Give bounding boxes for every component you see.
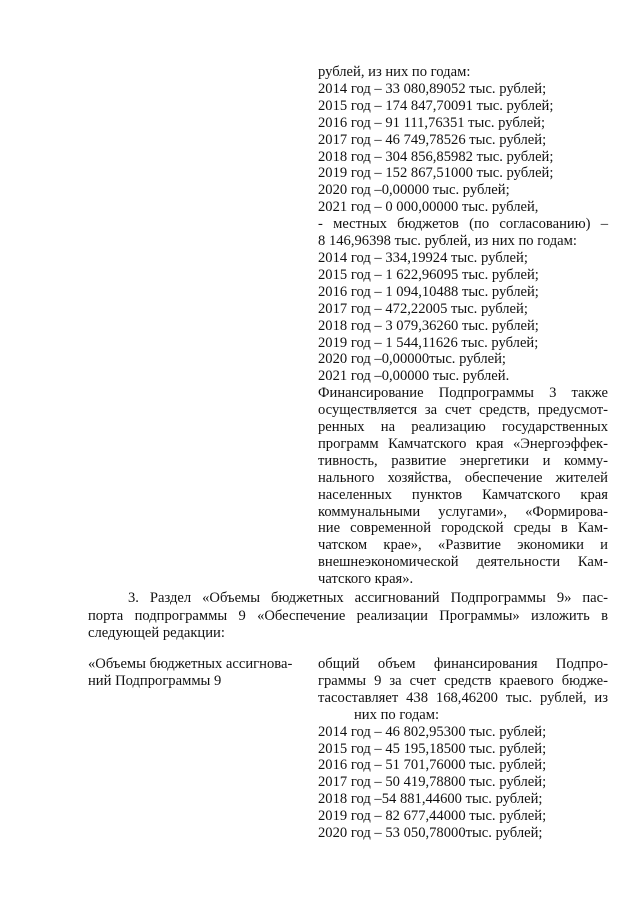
year-amount-line: 2015 год – 1 622,96095 тыс. рублей; <box>318 266 539 283</box>
year-amount-line: 2021 год – 0 000,00000 тыс. рублей, <box>318 199 539 216</box>
financing-text-line: чатского края». <box>318 571 414 588</box>
year-amount-line: 2021 год –0,00000 тыс. рублей. <box>318 368 510 385</box>
paragraph-3-line: следующей редакции: <box>88 625 225 641</box>
financing-text-line: нального хозяйства, обеспечение жителей <box>318 469 608 486</box>
year-amount-line: 2018 год –54 881,44600 тыс. рублей; <box>318 791 543 808</box>
table-label-line: «Объемы бюджетных ассигнова- <box>88 656 293 672</box>
year-amount-line: 2015 год – 174 847,70091 тыс. рублей; <box>318 97 554 114</box>
financing-text-line: ренных на реализацию государственных <box>318 419 608 436</box>
financing-text-line: ние современной городской среды в Кам- <box>318 520 608 537</box>
year-amount-line: 2014 год – 334,19924 тыс. рублей; <box>318 249 528 266</box>
year-amount-line: 2016 год – 1 094,10488 тыс. рублей; <box>318 283 539 300</box>
financing-text-line: коммунальными услугами», «Формирова- <box>318 503 608 520</box>
financing-text-line: чатском крае», «Развитие экономики и <box>318 537 608 554</box>
year-amount-line: 2016 год – 51 701,76000 тыс. рублей; <box>318 757 547 774</box>
subprogram3-financing-column <box>318 64 608 588</box>
year-amount-line: 2020 год –0,00000 тыс. рублей; <box>318 182 510 199</box>
financing-text-line: населенных пунктов Камчатского края <box>318 486 608 503</box>
table-value-line: них по годам: <box>354 706 440 723</box>
table-label-line: ний Подпрограммы 9 <box>88 673 222 689</box>
table-value-line: общий объем финансирования Подпро- <box>318 656 608 672</box>
year-amount-line: 2017 год – 472,22005 тыс. рублей; <box>318 300 528 317</box>
year-amount-line: 2016 год – 91 111,76351 тыс. рублей; <box>318 114 546 131</box>
financing-text-line: тивность, развитие энергетики и комму- <box>318 452 608 469</box>
financing-text-line: осуществляется за счет средств, предусмот- <box>318 402 608 419</box>
year-amount-line: 2017 год – 50 419,78800 тыс. рублей; <box>318 774 547 791</box>
local-budgets-heading: - местных бюджетов (по согласованию) – <box>318 216 608 233</box>
financing-text-line: внешнеэкономической деятельности Кам- <box>318 554 608 571</box>
budget-table-value-cell <box>318 656 608 842</box>
year-amount-line: 2020 год –0,00000тыс. рублей; <box>318 351 506 368</box>
table-value-line: граммы 9 за счет средств краевого бюдже- <box>318 672 608 689</box>
year-amount-line: 2019 год – 1 544,11626 тыс. рублей; <box>318 334 539 351</box>
text-line: рублей, из них по годам: <box>318 64 471 80</box>
paragraph-3 <box>88 590 608 643</box>
budget-table-label-cell <box>88 656 308 690</box>
year-amount-line: 2018 год – 3 079,36260 тыс. рублей; <box>318 317 539 334</box>
text-line: 8 146,96398 тыс. рублей, из них по годам: <box>318 233 577 250</box>
paragraph-3-line: порта подпрограммы 9 «Обеспечение реализации Программы» изложить в <box>88 607 608 624</box>
year-amount-line: 2019 год – 82 677,44000 тыс. рублей; <box>318 808 547 825</box>
financing-text-line: Финансирование Подпрограммы 3 также <box>318 385 608 402</box>
year-amount-line: 2018 год – 304 856,85982 тыс. рублей; <box>318 148 554 165</box>
table-value-line: тасоставляет 438 168,46200 тыс. рублей, из <box>318 689 608 706</box>
year-amount-line: 2019 год – 152 867,51000 тыс. рублей; <box>318 165 554 182</box>
year-amount-line: 2014 год – 46 802,95300 тыс. рублей; <box>318 723 547 740</box>
year-amount-line: 2014 год – 33 080,89052 тыс. рублей; <box>318 80 547 97</box>
year-amount-line: 2015 год – 45 195,18500 тыс. рублей; <box>318 740 547 757</box>
paragraph-3-line: 3. Раздел «Объемы бюджетных ассигнований Подпрограммы 9» пас- <box>128 590 608 606</box>
year-amount-line: 2017 год – 46 749,78526 тыс. рублей; <box>318 131 547 148</box>
year-amount-line: 2020 год – 53 050,78000тыс. рублей; <box>318 825 543 842</box>
financing-text-line: программ Камчатского края «Энергоэффек- <box>318 435 608 452</box>
